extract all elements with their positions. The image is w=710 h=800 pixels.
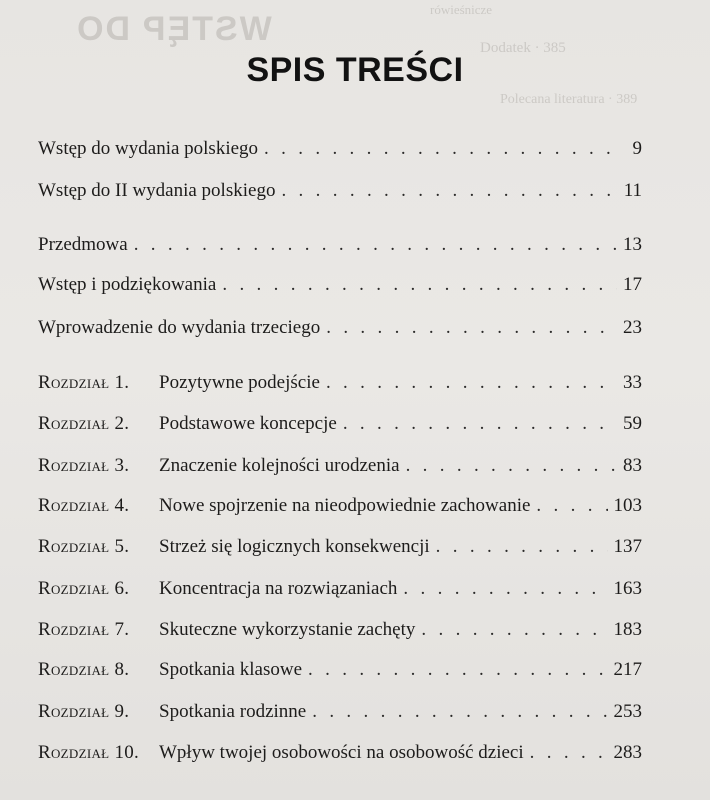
chapter-label: Rozdział 2. — [38, 413, 130, 434]
dot-leader — [281, 180, 617, 202]
toc-chapter-entry — [38, 455, 642, 481]
page-number: 23 — [623, 317, 642, 338]
page-title: SPIS TREŚCI — [246, 50, 464, 89]
page-number: 83 — [623, 455, 642, 476]
toc-chapter-entry — [38, 536, 642, 562]
dot-leader — [326, 372, 617, 394]
page-number: 13 — [623, 234, 642, 255]
toc-chapter-entry — [38, 413, 642, 439]
toc-chapter-entry — [38, 659, 642, 685]
entry-title: Spotkania klasowe — [159, 659, 303, 680]
chapter-label: Rozdział 1. — [38, 372, 130, 393]
entry-title: Pozytywne podejście — [159, 372, 320, 393]
dot-leader — [343, 413, 617, 435]
entry-title: Wpływ twojej osobowości na osobowość dzieci — [159, 742, 524, 763]
bleed-through-text: Polecana literatura · 389 — [500, 92, 638, 107]
page-number: 253 — [613, 701, 642, 722]
toc-chapter-entry — [38, 495, 642, 521]
page-number: 283 — [613, 742, 642, 763]
entry-title: Spotkania rodzinne — [159, 701, 307, 722]
page-number: 137 — [613, 536, 642, 557]
page-number: 17 — [623, 274, 642, 295]
dot-leader — [308, 659, 607, 681]
entry-title: Wstęp i podziękowania — [38, 274, 217, 295]
toc-chapter-entry — [38, 619, 642, 645]
entry-title: Podstawowe koncepcje — [159, 413, 337, 434]
toc-entry — [38, 180, 642, 206]
toc-entry — [38, 317, 642, 343]
entry-title: Wprowadzenie do wydania trzeciego — [38, 317, 321, 338]
toc-entry — [38, 138, 642, 164]
dot-leader — [312, 701, 607, 723]
entry-title: Znaczenie kolejności urodzenia — [159, 455, 400, 476]
chapter-label: Rozdział 8. — [38, 659, 130, 680]
page-number: 217 — [613, 659, 642, 680]
chapter-label: Rozdział 3. — [38, 455, 130, 476]
page-number: 11 — [623, 180, 642, 201]
chapter-label: Rozdział 6. — [38, 578, 130, 599]
toc-chapter-entry — [38, 701, 642, 727]
chapter-label: Rozdział 5. — [38, 536, 130, 557]
page-number: 33 — [623, 372, 642, 393]
chapter-label: Rozdział 7. — [38, 619, 130, 640]
entry-title: Skuteczne wykorzystanie zachęty — [159, 619, 416, 640]
page-number: 9 — [632, 138, 642, 159]
dot-leader — [406, 455, 617, 477]
chapter-label: Rozdział 9. — [38, 701, 130, 722]
entry-title: Wstęp do wydania polskiego — [38, 138, 259, 159]
entry-title: Przedmowa — [38, 234, 128, 255]
dot-leader — [222, 274, 617, 296]
entry-title: Nowe spojrzenie na nieodpowiednie zachowanie — [159, 495, 531, 516]
bleed-through-text: rówieśnicze — [430, 2, 493, 17]
entry-title: Wstęp do II wydania polskiego — [38, 180, 276, 201]
toc-chapter-entry — [38, 578, 642, 604]
chapter-label: Rozdział 4. — [38, 495, 130, 516]
dot-leader — [530, 742, 608, 764]
toc-chapter-entry — [38, 742, 642, 768]
page-number: 59 — [623, 413, 642, 434]
entry-title: Strzeż się logicznych konsekwencji — [159, 536, 430, 557]
dot-leader — [436, 536, 608, 558]
page-number: 163 — [613, 578, 642, 599]
chapter-label: Rozdział 10. — [38, 742, 140, 763]
entry-title: Koncentracja na rozwiązaniach — [159, 578, 398, 599]
dot-leader — [326, 317, 617, 339]
dot-leader — [421, 619, 607, 641]
dot-leader — [134, 234, 617, 256]
toc-entry — [38, 234, 642, 260]
dot-leader — [403, 578, 607, 600]
page-number: 103 — [613, 495, 642, 516]
dot-leader — [536, 495, 607, 517]
bleed-through-text: Dodatek · 385 — [480, 40, 566, 56]
toc-entry — [38, 274, 642, 300]
page-number: 183 — [613, 619, 642, 640]
toc-chapter-entry — [38, 372, 642, 398]
bleed-through-heading: WSTĘP DO — [75, 10, 272, 48]
dot-leader — [264, 138, 618, 160]
